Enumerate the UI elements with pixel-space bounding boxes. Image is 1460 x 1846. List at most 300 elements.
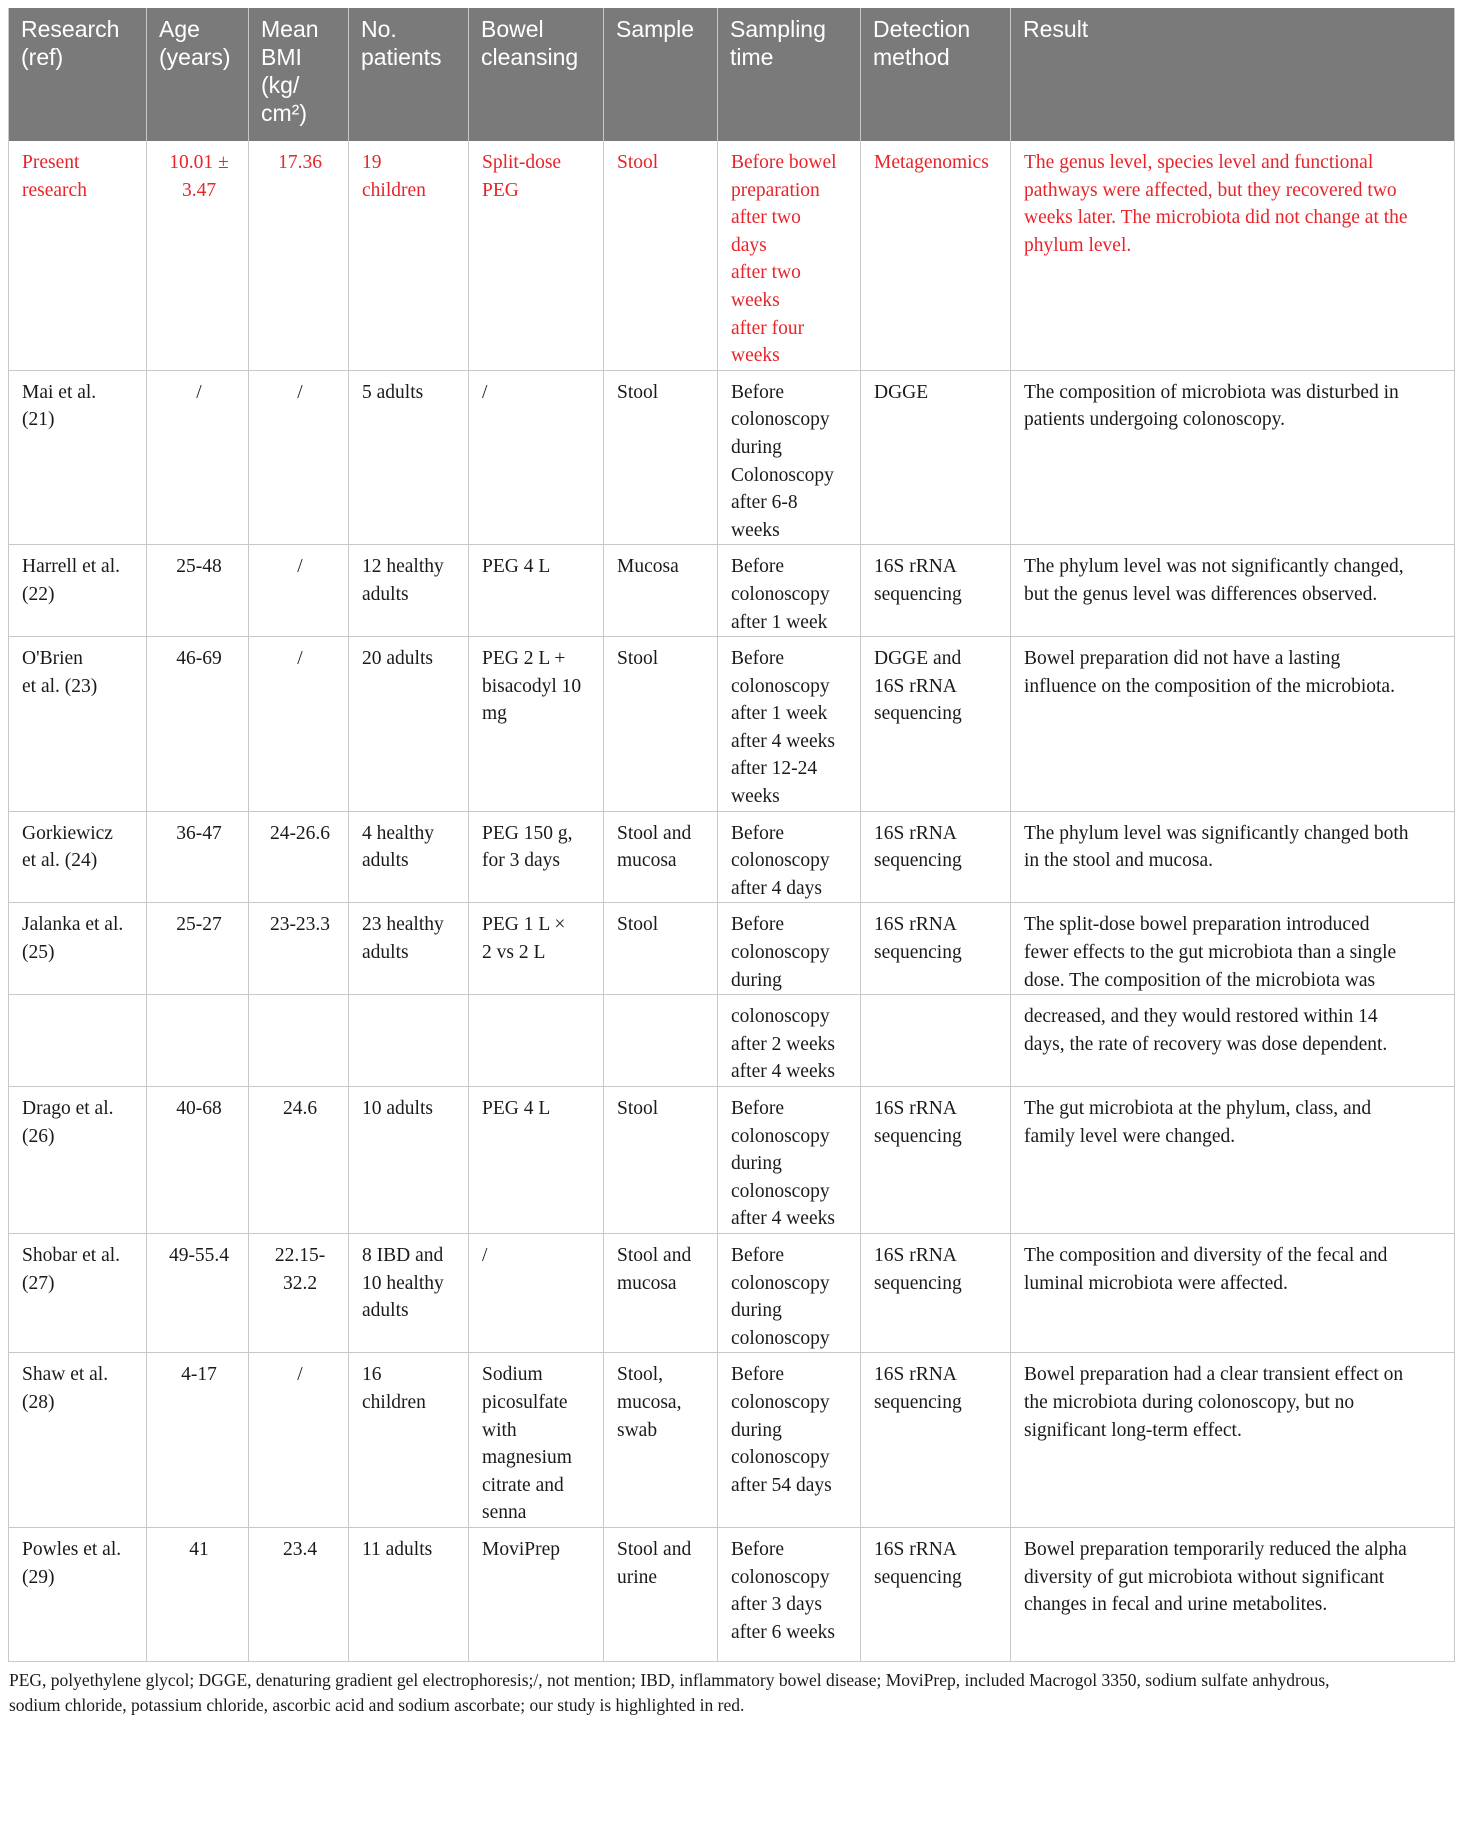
- cell-text: /: [196, 381, 202, 403]
- cell-text: Before bowel: [731, 152, 837, 173]
- header-research-ref: [9, 8, 147, 141]
- cell-result: [1011, 370, 1455, 545]
- cell-result: [1011, 1087, 1455, 1234]
- header-text: Sampling: [730, 16, 826, 42]
- cell-research-ref: [9, 141, 147, 370]
- cell-detection-method: [861, 1527, 1011, 1661]
- cell-text: sequencing: [874, 1566, 962, 1588]
- header-text: Bowel: [481, 16, 544, 42]
- cell-text: MoviPrep: [482, 1538, 560, 1560]
- header-text: BMI: [261, 44, 302, 70]
- header-text: cleansing: [481, 44, 579, 70]
- cell-text: 10.01 ±: [169, 152, 229, 173]
- cell-bowel-cleansing: [469, 141, 604, 370]
- cell-mean-bmi: [249, 1087, 349, 1234]
- cell-text: colonoscopy: [731, 1272, 830, 1294]
- cell-mean-bmi: [249, 545, 349, 637]
- cell-text: DGGE: [874, 381, 929, 403]
- cell-text: PEG 2 L +: [482, 648, 566, 670]
- cell-text: The split-dose bowel preparation introduced: [1024, 914, 1370, 936]
- cell-text: 4 healthy: [362, 822, 435, 844]
- cell-text: mucosa: [617, 1272, 677, 1294]
- cell-text: colonoscopy: [731, 409, 830, 431]
- cell-text: after 12-24: [731, 758, 818, 780]
- cell-sample: [604, 370, 718, 545]
- cell-text: colonoscopy: [731, 1566, 830, 1588]
- header-text: Detection: [873, 16, 971, 42]
- cell-bowel-cleansing: [469, 995, 604, 1087]
- cell-text: colonoscopy: [731, 1125, 830, 1147]
- cell-mean-bmi: [249, 637, 349, 812]
- cell-bowel-cleansing: [469, 545, 604, 637]
- cell-bowel-cleansing: [469, 1527, 604, 1661]
- cell-text: during: [731, 969, 782, 991]
- cell-text: The genus level, species level and functional: [1024, 152, 1374, 173]
- cell-text: colonoscopy: [731, 1447, 830, 1469]
- cell-detection-method: [861, 1233, 1011, 1352]
- cell-sampling-time: [718, 811, 861, 903]
- cell-sample: [604, 141, 718, 370]
- cell-no-patients: [349, 811, 469, 903]
- cell-text: 25-27: [176, 914, 222, 936]
- cell-text: PEG 150 g,: [482, 822, 573, 844]
- cell-sampling-time: [718, 545, 861, 637]
- cell-text: 40-68: [176, 1098, 222, 1119]
- cell-text: 23-23.3: [269, 914, 331, 936]
- cell-text: Before: [731, 822, 785, 844]
- cell-text: 23 healthy: [362, 914, 444, 936]
- cell-text: 20 adults: [362, 648, 433, 670]
- cell-text: colonoscopy: [731, 1006, 830, 1028]
- cell-no-patients: [349, 1087, 469, 1234]
- cell-mean-bmi: [249, 370, 349, 545]
- cell-text: pathways were affected, but they recovered two: [1024, 179, 1397, 201]
- cell-text: colonoscopy: [731, 583, 830, 605]
- cell-sample: [604, 811, 718, 903]
- cell-text: 16S rRNA: [874, 1244, 957, 1266]
- cell-result: [1011, 811, 1455, 903]
- cell-text: weeks: [731, 345, 780, 367]
- cell-bowel-cleansing: [469, 811, 604, 903]
- header-text: Research: [21, 16, 120, 42]
- table-row: [9, 1527, 1455, 1661]
- cell-text: magnesium: [482, 1447, 572, 1469]
- cell-text: Shaw et al.: [22, 1364, 109, 1386]
- cell-text: (26): [22, 1125, 55, 1147]
- cell-text: after 6 weeks: [731, 1621, 835, 1643]
- cell-text: Bowel preparation did not have a lasting: [1024, 648, 1341, 670]
- table-row: [9, 1353, 1455, 1528]
- cell-mean-bmi: [249, 811, 349, 903]
- cell-bowel-cleansing: [469, 1353, 604, 1528]
- header-text: patients: [361, 44, 442, 70]
- cell-text: weeks later. The microbiota did not change at the: [1024, 207, 1408, 229]
- cell-text: sequencing: [874, 703, 962, 725]
- cell-text: Harrell et al.: [22, 556, 120, 578]
- cell-result: [1011, 545, 1455, 637]
- table-row: [9, 370, 1455, 545]
- cell-sample: [604, 1233, 718, 1352]
- cell-detection-method: [861, 995, 1011, 1087]
- study-comparison-table: [8, 8, 1455, 1662]
- cell-detection-method: [861, 811, 1011, 903]
- cell-text: bisacodyl 10: [482, 675, 582, 697]
- cell-text: sequencing: [874, 583, 962, 605]
- cell-sampling-time: [718, 1527, 861, 1661]
- header-text: method: [873, 44, 950, 70]
- cell-text: but the genus level was differences observed.: [1024, 583, 1378, 605]
- cell-bowel-cleansing: [469, 370, 604, 545]
- table-row: [9, 811, 1455, 903]
- cell-text: /: [297, 556, 303, 578]
- cell-text: weeks: [731, 786, 780, 808]
- cell-text: after 2 weeks: [731, 1033, 835, 1055]
- cell-research-ref: [9, 995, 147, 1087]
- cell-age: [147, 995, 249, 1087]
- cell-text: after 1 week: [731, 703, 828, 725]
- cell-text: after 1 week: [731, 611, 828, 633]
- header-sampling-time: [718, 8, 861, 141]
- cell-text: 16S rRNA: [874, 675, 957, 697]
- cell-text: 16S rRNA: [874, 1364, 957, 1386]
- cell-research-ref: [9, 637, 147, 812]
- cell-text: The phylum level was significantly changed both: [1024, 822, 1409, 844]
- cell-text: mg: [482, 703, 507, 725]
- cell-text: phylum level.: [1024, 234, 1132, 256]
- table-row: [9, 1233, 1455, 1352]
- cell-sampling-time: [718, 995, 861, 1087]
- table-row: [9, 141, 1455, 370]
- cell-text: sequencing: [874, 942, 962, 964]
- header-text: (years): [159, 44, 231, 70]
- cell-research-ref: [9, 1233, 147, 1352]
- cell-no-patients: [349, 545, 469, 637]
- cell-text: Present: [22, 152, 80, 173]
- cell-text: mucosa,: [617, 1391, 682, 1413]
- cell-text: 5 adults: [362, 381, 424, 403]
- cell-text: changes in fecal and urine metabolites.: [1024, 1594, 1328, 1616]
- cell-text: The composition of microbiota was disturbed in: [1024, 381, 1399, 403]
- cell-text: O'Brien: [22, 648, 83, 670]
- cell-text: 24-26.6: [269, 822, 331, 844]
- cell-text: the microbiota during colonoscopy, but no: [1024, 1391, 1355, 1413]
- cell-text: (25): [22, 942, 55, 964]
- cell-text: diversity of gut microbiota without significant: [1024, 1566, 1385, 1588]
- header-text: time: [730, 44, 774, 70]
- cell-age: [147, 1233, 249, 1352]
- cell-research-ref: [9, 811, 147, 903]
- cell-text: colonoscopy: [731, 850, 830, 872]
- cell-text: Gorkiewicz: [22, 822, 113, 844]
- cell-text: 16S rRNA: [874, 1538, 957, 1560]
- cell-text: senna: [482, 1502, 527, 1524]
- cell-text: Before: [731, 1538, 785, 1560]
- cell-text: Stool: [617, 152, 659, 173]
- cell-text: children: [362, 1391, 426, 1413]
- cell-detection-method: [861, 903, 1011, 995]
- cell-text: adults: [362, 850, 409, 872]
- cell-text: Stool: [617, 914, 659, 936]
- cell-text: 36-47: [176, 822, 222, 844]
- cell-text: /: [482, 1244, 488, 1266]
- cell-age: [147, 811, 249, 903]
- cell-text: 2 vs 2 L: [482, 942, 546, 964]
- cell-sampling-time: [718, 903, 861, 995]
- cell-text: et al. (23): [22, 675, 98, 697]
- cell-no-patients: [349, 1353, 469, 1528]
- cell-text: after 4 weeks: [731, 1208, 835, 1230]
- cell-text: days: [731, 234, 767, 256]
- cell-text: sequencing: [874, 1391, 962, 1413]
- cell-text: 19: [362, 152, 382, 173]
- cell-text: (29): [22, 1566, 55, 1588]
- header-text: Result: [1023, 16, 1089, 42]
- cell-sample: [604, 995, 718, 1087]
- cell-text: Before: [731, 556, 785, 578]
- cell-text: adults: [362, 942, 409, 964]
- cell-text: after two: [731, 262, 801, 284]
- table-footnote: [8, 1668, 1455, 1718]
- cell-text: influence on the composition of the microbiota.: [1024, 675, 1395, 697]
- cell-research-ref: [9, 903, 147, 995]
- table-row: [9, 637, 1455, 812]
- cell-age: [147, 637, 249, 812]
- cell-text: Stool and: [617, 1538, 692, 1560]
- cell-text: 41: [189, 1538, 209, 1560]
- cell-text: Before: [731, 381, 785, 403]
- cell-bowel-cleansing: [469, 637, 604, 812]
- cell-sample: [604, 1527, 718, 1661]
- cell-sample: [604, 1353, 718, 1528]
- cell-text: for 3 days: [482, 850, 560, 872]
- table-row: [9, 995, 1455, 1087]
- cell-text: /: [297, 648, 303, 670]
- cell-text: Before: [731, 1244, 785, 1266]
- cell-bowel-cleansing: [469, 1087, 604, 1234]
- cell-no-patients: [349, 1233, 469, 1352]
- cell-no-patients: [349, 637, 469, 812]
- cell-text: (21): [22, 409, 55, 431]
- header-text: Mean: [261, 16, 319, 42]
- cell-no-patients: [349, 141, 469, 370]
- cell-mean-bmi: [249, 995, 349, 1087]
- cell-text: 3.47: [181, 179, 217, 201]
- cell-text: family level were changed.: [1024, 1125, 1236, 1147]
- cell-text: after 3 days: [731, 1594, 822, 1616]
- cell-text: during: [731, 1419, 782, 1441]
- header-row: [9, 8, 1455, 141]
- cell-text: 17.36: [278, 152, 322, 173]
- cell-no-patients: [349, 903, 469, 995]
- cell-text: in the stool and mucosa.: [1024, 850, 1214, 872]
- cell-text: 16S rRNA: [874, 914, 957, 936]
- cell-text: DGGE and: [874, 648, 962, 670]
- cell-age: [147, 1527, 249, 1661]
- cell-sampling-time: [718, 1233, 861, 1352]
- cell-text: weeks: [731, 519, 780, 541]
- cell-text: The composition and diversity of the fecal and: [1024, 1244, 1388, 1266]
- cell-text: 11 adults: [362, 1538, 433, 1560]
- cell-text: 16S rRNA: [874, 1098, 957, 1119]
- cell-result: [1011, 995, 1455, 1087]
- cell-text: during: [731, 436, 782, 458]
- cell-result: [1011, 141, 1455, 370]
- cell-text: PEG 1 L ×: [482, 914, 566, 936]
- cell-text: (28): [22, 1391, 55, 1413]
- cell-result: [1011, 903, 1455, 995]
- cell-text: Stool and: [617, 822, 692, 844]
- cell-text: 24.6: [282, 1098, 318, 1119]
- cell-text: adults: [362, 583, 409, 605]
- cell-detection-method: [861, 141, 1011, 370]
- cell-research-ref: [9, 1087, 147, 1234]
- cell-result: [1011, 637, 1455, 812]
- cell-mean-bmi: [249, 1353, 349, 1528]
- cell-text: Sodium: [482, 1364, 543, 1386]
- cell-text: days, the rate of recovery was dose dependent.: [1024, 1033, 1388, 1055]
- header-result: [1011, 8, 1455, 141]
- cell-text: after 54 days: [731, 1474, 832, 1496]
- cell-research-ref: [9, 1353, 147, 1528]
- cell-text: after 4 weeks: [731, 730, 835, 752]
- cell-text: 32.2: [282, 1272, 318, 1294]
- cell-text: Mai et al.: [22, 381, 97, 403]
- cell-text: colonoscopy: [731, 942, 830, 964]
- cell-text: colonoscopy: [731, 1327, 830, 1349]
- cell-text: Shobar et al.: [22, 1244, 121, 1266]
- cell-text: 25-48: [176, 556, 222, 578]
- cell-text: (22): [22, 583, 55, 605]
- cell-text: Stool and: [617, 1244, 692, 1266]
- cell-text: preparation: [731, 179, 820, 201]
- cell-research-ref: [9, 370, 147, 545]
- header-text: (kg/: [261, 72, 300, 98]
- cell-mean-bmi: [249, 141, 349, 370]
- cell-text: sequencing: [874, 1125, 962, 1147]
- cell-text: Stool: [617, 648, 659, 670]
- cell-text: Before: [731, 1364, 785, 1386]
- cell-text: sequencing: [874, 1272, 962, 1294]
- cell-text: swab: [617, 1419, 658, 1441]
- cell-text: /: [482, 381, 488, 403]
- cell-text: sequencing: [874, 850, 962, 872]
- cell-bowel-cleansing: [469, 903, 604, 995]
- cell-text: urine: [617, 1566, 658, 1588]
- cell-text: during: [731, 1153, 782, 1175]
- cell-detection-method: [861, 637, 1011, 812]
- header-detection-method: [861, 8, 1011, 141]
- cell-age: [147, 545, 249, 637]
- cell-text: PEG 4 L: [482, 556, 551, 578]
- cell-sample: [604, 903, 718, 995]
- header-bowel-cleansing: [469, 8, 604, 141]
- cell-text: Bowel preparation had a clear transient effect on: [1024, 1364, 1404, 1386]
- cell-text: after 4 weeks: [731, 1061, 835, 1083]
- cell-text: decreased, and they would restored within 14: [1024, 1006, 1378, 1028]
- cell-text: Bowel preparation temporarily reduced the alpha: [1024, 1538, 1407, 1560]
- cell-text: Before: [731, 914, 785, 936]
- cell-text: patients undergoing colonoscopy.: [1024, 409, 1286, 431]
- cell-sample: [604, 545, 718, 637]
- cell-text: Drago et al.: [22, 1098, 114, 1119]
- header-text: Sample: [616, 16, 694, 42]
- cell-age: [147, 903, 249, 995]
- cell-sampling-time: [718, 141, 861, 370]
- cell-text: 10 adults: [362, 1098, 433, 1119]
- table-wrapper: [8, 8, 1454, 1718]
- cell-text: fewer effects to the gut microbiota than a single: [1024, 942, 1397, 964]
- cell-text: 22.15-: [274, 1244, 326, 1266]
- cell-text: /: [297, 381, 303, 403]
- cell-research-ref: [9, 1527, 147, 1661]
- cell-text: 16: [362, 1364, 382, 1386]
- cell-sample: [604, 1087, 718, 1234]
- cell-text: mucosa: [617, 850, 677, 872]
- cell-bowel-cleansing: [469, 1233, 604, 1352]
- header-text: No.: [361, 16, 397, 42]
- cell-text: children: [362, 179, 426, 201]
- cell-sampling-time: [718, 637, 861, 812]
- cell-text: Mucosa: [617, 556, 679, 578]
- cell-text: Before: [731, 1098, 785, 1119]
- cell-age: [147, 1353, 249, 1528]
- cell-mean-bmi: [249, 1233, 349, 1352]
- cell-text: picosulfate: [482, 1391, 568, 1413]
- cell-age: [147, 141, 249, 370]
- cell-result: [1011, 1527, 1455, 1661]
- cell-text: (27): [22, 1272, 55, 1294]
- cell-text: 10 healthy: [362, 1272, 444, 1294]
- cell-age: [147, 1087, 249, 1234]
- cell-detection-method: [861, 545, 1011, 637]
- cell-age: [147, 370, 249, 545]
- cell-text: 16S rRNA: [874, 556, 957, 578]
- cell-no-patients: [349, 370, 469, 545]
- cell-text: 46-69: [176, 648, 222, 670]
- table-row: [9, 903, 1455, 995]
- cell-sampling-time: [718, 370, 861, 545]
- cell-text: Split-dose: [482, 152, 562, 173]
- header-no-patients: [349, 8, 469, 141]
- cell-text: luminal microbiota were affected.: [1024, 1272, 1288, 1294]
- footnote-line: PEG, polyethylene glycol; DGGE, denaturing gradient gel electrophoresis;/, not mention; IBD, inflammatory bowel disease; MoviPrep, included Macrogol 3350, sodium sulfate anhydrous,: [9, 1669, 1330, 1690]
- cell-text: Colonoscopy: [731, 464, 834, 486]
- cell-text: Powles et al.: [22, 1538, 122, 1560]
- cell-text: 16S rRNA: [874, 822, 957, 844]
- cell-text: research: [22, 179, 87, 201]
- cell-text: citrate and: [482, 1474, 564, 1496]
- cell-mean-bmi: [249, 903, 349, 995]
- header-mean-bmi: [249, 8, 349, 141]
- cell-text: Stool: [617, 381, 659, 403]
- cell-mean-bmi: [249, 1527, 349, 1661]
- cell-detection-method: [861, 1087, 1011, 1234]
- cell-text: colonoscopy: [731, 675, 830, 697]
- cell-no-patients: [349, 995, 469, 1087]
- cell-text: weeks: [731, 289, 780, 311]
- cell-text: after two: [731, 207, 801, 229]
- cell-text: after 4 days: [731, 877, 822, 899]
- header-age: [147, 8, 249, 141]
- cell-text: 4-17: [181, 1364, 217, 1386]
- cell-detection-method: [861, 1353, 1011, 1528]
- cell-text: /: [297, 1364, 303, 1386]
- cell-text: PEG 4 L: [482, 1098, 551, 1119]
- cell-result: [1011, 1353, 1455, 1528]
- cell-text: 8 IBD and: [362, 1244, 444, 1266]
- cell-text: after four: [731, 317, 805, 339]
- cell-text: during: [731, 1300, 782, 1322]
